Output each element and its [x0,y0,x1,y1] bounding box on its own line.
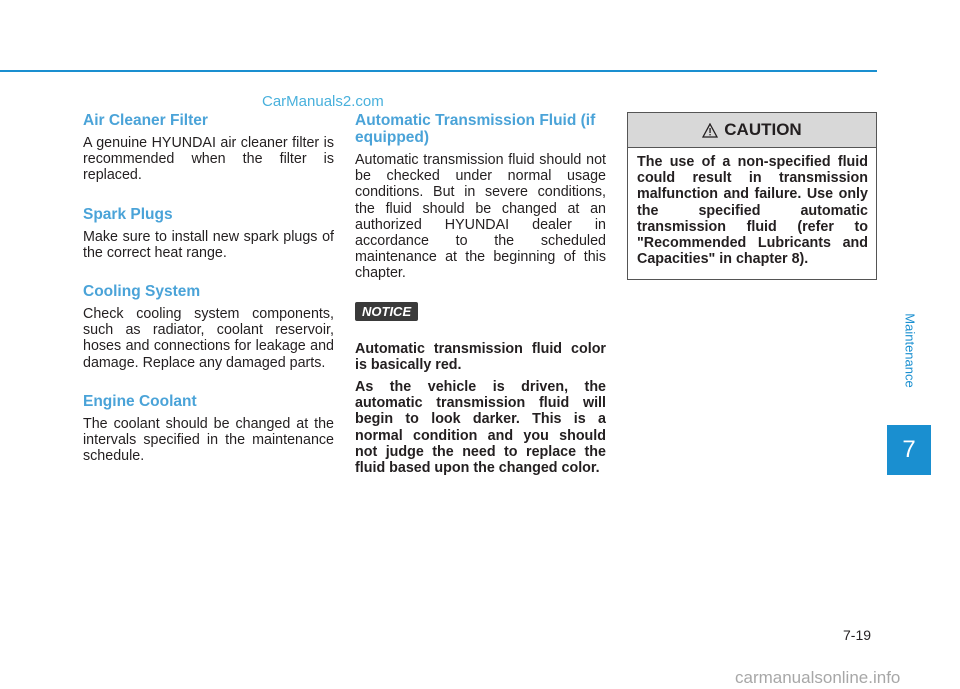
middle-column [355,112,606,476]
warning-triangle-icon [702,123,718,138]
notice-badge: NOTICE [355,302,418,321]
atf-text: Automatic transmission fluid should not be checked under normal usage conditions. But in severe conditions, the fluid should be changed at an authorized HYUNDAI dealer in accordance to the scheduled maintenance at the beginning of this chapter. [355,152,606,282]
spark-plugs-heading: Spark Plugs [83,205,173,223]
cooling-system-text: Check cooling system components, such as radiator, coolant reservoir, hoses and connections for leakage and damage. Replace any damaged parts. [83,306,334,371]
chapter-side-label [893,280,927,420]
caution-header [628,113,876,148]
left-column [83,112,334,464]
chapter-side-label-text: Maintenance [902,312,918,388]
air-cleaner-text: A genuine HYUNDAI air cleaner filter is recommended when the filter is replaced. [83,135,334,184]
watermark-top: CarManuals2.com [262,93,384,110]
spark-plugs-text: Make sure to install new spark plugs of the correct heat range. [83,228,334,261]
watermark-bottom: carmanualsonline.info [735,668,901,687]
notice-text-1: Automatic transmission fluid color is basically red. [355,340,606,373]
cooling-system-heading: Cooling System [83,283,201,301]
caution-box [627,112,877,280]
engine-coolant-text: The coolant should be changed at the intervals specified in the maintenance schedule. [83,415,334,465]
engine-coolant-heading: Engine Coolant [83,392,197,410]
chapter-tab: 7 [887,425,931,475]
atf-heading: Automatic Transmission Fluid (if equipped) [355,112,596,146]
top-rule [0,70,877,72]
notice-text-2: As the vehicle is driven, the automatic transmission fluid will begin to look darker. This is a normal condition and you should not judge the need to replace the fluid based upon the changed color. [355,379,606,477]
caution-text: The use of a non-specified fluid could result in transmission malfunction and failure. Use only the specified automatic transmission fluid (refer to "Recommended Lubricants and Capacities" in chapter 8). [637,154,868,268]
air-cleaner-heading: Air Cleaner Filter [83,112,208,129]
caution-title: CAUTION [724,120,802,139]
page-number: 7-19 [843,627,872,643]
